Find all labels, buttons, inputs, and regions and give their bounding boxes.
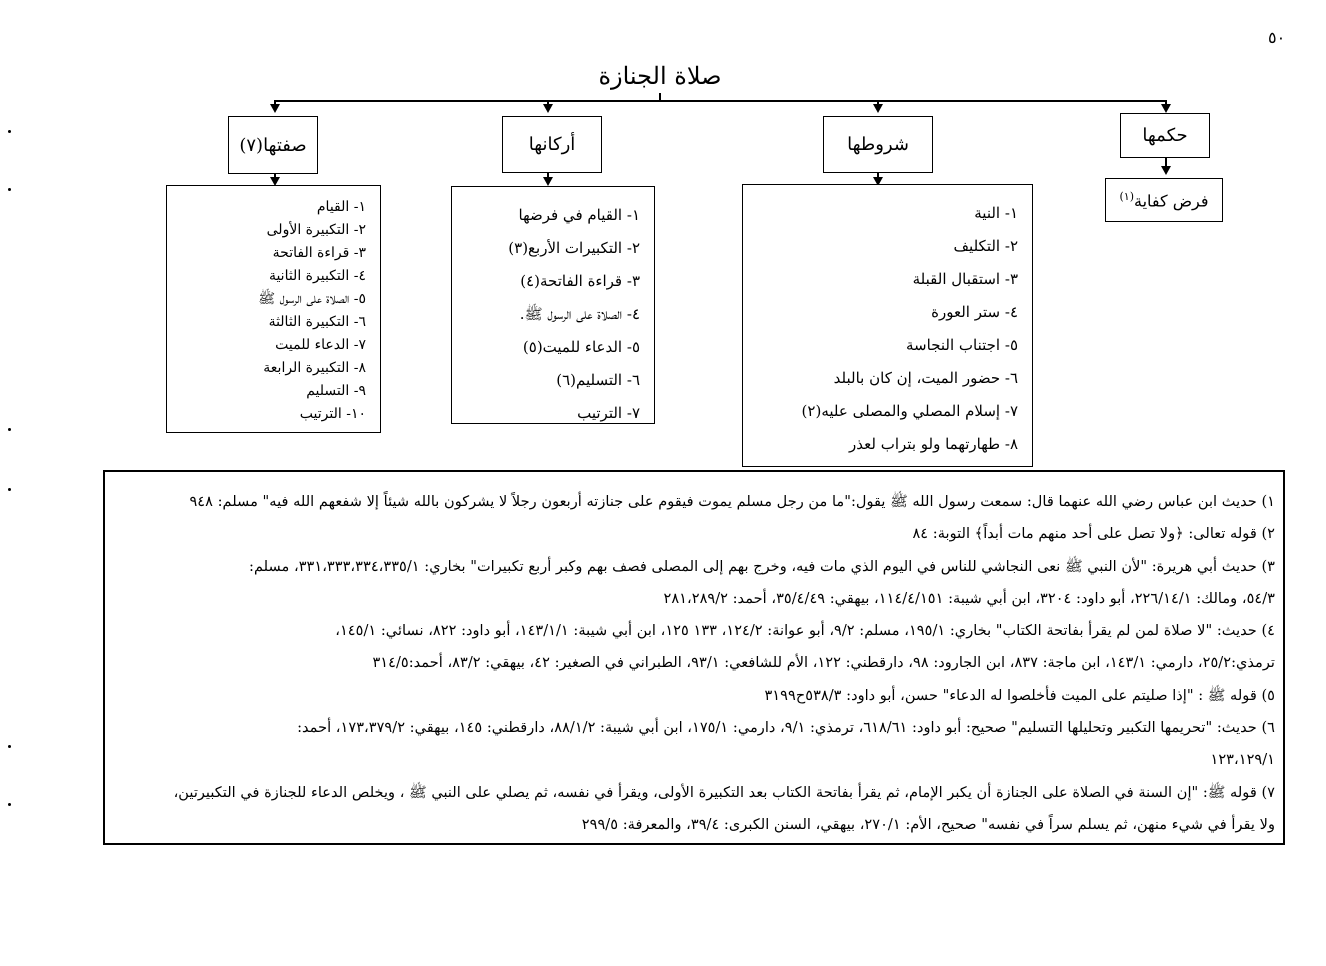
description-heading-box bbox=[228, 116, 318, 174]
margin-dot bbox=[8, 188, 11, 191]
conditions-heading: شروطها bbox=[847, 134, 909, 155]
pillars-heading: أركانها bbox=[528, 134, 576, 155]
ruling-footnote-ref: (١) bbox=[1119, 189, 1134, 203]
list-item: ٤- التكبيرة الثانية bbox=[268, 268, 366, 284]
ruling-value: فرض كفاية$^{(١)}$ bbox=[1119, 189, 1209, 211]
arrow-down-icon bbox=[543, 177, 553, 186]
list-item: ٣- استقبال القبلة bbox=[912, 270, 1018, 288]
list-item: ٦- حضور الميت، إن كان بالبلد bbox=[833, 369, 1018, 387]
margin-dot bbox=[8, 428, 11, 431]
footnote-line: ترمذي:٢٥/٢، دارمي: ١٤٣/١، ابن ماجة: ٨٣٧، ابن الجارود: ٩٨، دارقطني: ١٢٢، الأم للشافعي: ٩٣/١، الطبراني في الصغير: ٤٢، بيهقي: ٨٣/٢، أحمد:٣١٤/٥ bbox=[372, 654, 1275, 672]
list-item: ٧- إسلام المصلي والمصلى عليه(٢) bbox=[801, 402, 1018, 420]
ruling-value-box bbox=[1105, 178, 1223, 222]
footnotes-box bbox=[103, 470, 1285, 845]
footnote-line: ١٢٣،١٢٩/١ bbox=[1210, 751, 1275, 769]
list-item: ٢- التكبيرات الأربع(٣) bbox=[508, 239, 640, 257]
footnote-line: ٣) حديث أبي هريرة: "لأن النبي ﷺ نعى النجاشي للناس في اليوم الذي مات فيه، وخرج بهم إلى المصلى فصف بهم وكبر أربع تكبيرات" بخاري: ٣٣١،٣٣٣،٣٣٤،٣٣٥/١، مسلم: bbox=[249, 557, 1275, 575]
margin-dot bbox=[8, 488, 11, 491]
arrow-down-icon bbox=[543, 104, 553, 113]
ruling-heading: حكمها bbox=[1142, 125, 1188, 146]
margin-dot bbox=[8, 745, 11, 748]
list-item: ٦- التكبيرة الثالثة bbox=[268, 314, 366, 330]
list-item: ٤- ستر العورة bbox=[931, 303, 1018, 321]
list-item: ٥- اجتناب النجاسة bbox=[906, 336, 1018, 354]
list-item: ٦- التسليم(٦) bbox=[556, 371, 640, 389]
footnote-line: ٥) قوله ﷺ : "إذا صليتم على الميت فأخلصوا له الدعاء" حسن، أبو داود: ٥٣٨/٣ح٣١٩٩ bbox=[764, 686, 1275, 704]
conditions-heading-box bbox=[823, 116, 933, 173]
list-item: ٨- التكبيرة الرابعة bbox=[263, 360, 366, 376]
arrow-down-icon bbox=[873, 104, 883, 113]
footnote-line: ٦) حديث: "تحريمها التكبير وتحليلها التسليم" صحيح: أبو داود: ٦١٨/٦١، ترمذي: ٩/١، دارمي: ١٧٥/١، ابن أبي شيبة: ٨٨/١/٢، دارقطني: ١٤٥، بيهقي: ١٧٣،٣٧٩/٢، أحمد: bbox=[297, 719, 1275, 737]
description-list bbox=[167, 196, 366, 426]
list-item: ٤- الصلاة على الرسول ﷺ. bbox=[519, 305, 640, 323]
list-item: ١- النية bbox=[974, 204, 1018, 222]
footnote-line: ٢) قوله تعالى: ﴿ولا تصل على أحد منهم مات أبداً﴾ التوبة: ٨٤ bbox=[912, 525, 1275, 543]
footnote-line: ولا يقرأ في شيء منهن، ثم يسلم سراً في نفسه" صحيح، الأم: ٢٧٠/١، بيهقي، السنن الكبرى: ٣٩/٤، والمعرفة: ٢٩٩/٥ bbox=[581, 815, 1275, 833]
list-item: ٧- الترتيب bbox=[577, 404, 640, 422]
arrow-down-icon bbox=[1161, 104, 1171, 113]
list-item: ٣- قراءة الفاتحة bbox=[272, 245, 366, 261]
pillars-list bbox=[452, 199, 640, 430]
footnote-line: ٥٤/٣، ومالك: ٢٢٦/١٤/١، أبو داود: ٣٢٠٤، ابن أبي شيبة: ١١٤/٤/١٥١، بيهقي: ٣٥/٤/٤٩، أحمد: ٢٨١،٢٨٩/٢ bbox=[663, 589, 1275, 607]
footnote-line: ١) حديث ابن عباس رضي الله عنهما قال: سمعت رسول الله ﷺ يقول:"ما من رجل مسلم يموت فيقوم على جنازته أربعون رجلاً لا يشركون بالله شيئاً إلا شفعهم الله فيه" مسلم: ٩٤٨ bbox=[189, 493, 1275, 510]
footnote-line: ٧) قوله ﷺ: "إن السنة في الصلاة على الجنازة أن يكبر الإمام، ثم يقرأ بفاتحة الكتاب بعد التكبيرة الأولى، ويقرأ في نفسه، ثم يصلي على النبي ﷺ ، ويخلص الدعاء للجنازة في التكبيرتين، bbox=[173, 783, 1275, 801]
list-item: ٨- طهارتهما ولو بتراب لعذر bbox=[849, 435, 1018, 453]
arrow-down-icon bbox=[1161, 166, 1171, 175]
arrow-down-icon bbox=[270, 104, 280, 113]
pillars-heading-box bbox=[502, 116, 602, 173]
list-item: ٧- الدعاء للميت bbox=[275, 337, 366, 353]
diagram-title: صلاة الجنازة bbox=[598, 62, 722, 90]
conditions-list bbox=[743, 197, 1018, 461]
description-list-box bbox=[166, 185, 381, 433]
pillars-list-box bbox=[451, 186, 655, 424]
list-item: ٣- قراءة الفاتحة(٤) bbox=[520, 272, 640, 290]
list-item: ٥- الصلاة على الرسول ﷺ bbox=[258, 291, 366, 307]
list-item: ١٠- الترتيب bbox=[299, 406, 366, 422]
list-item: ١- القيام bbox=[316, 199, 366, 215]
page-number: ٥٠ bbox=[1268, 28, 1286, 47]
list-item: ٢- التكبيرة الأولى bbox=[266, 222, 366, 238]
top-horizontal-connector bbox=[274, 100, 1167, 102]
list-item: ١- القيام في فرضها bbox=[518, 206, 640, 224]
ruling-heading-box bbox=[1120, 113, 1210, 158]
list-item: ٩- التسليم bbox=[306, 383, 366, 399]
list-item: ٥- الدعاء للميت(٥) bbox=[522, 338, 640, 356]
margin-dot bbox=[8, 130, 11, 133]
list-item: ٢- التكليف bbox=[953, 237, 1018, 255]
description-heading: صفتها(٧) bbox=[239, 134, 307, 156]
footnote-line: ٤) حديث: "لا صلاة لمن لم يقرأ بفاتحة الكتاب" بخاري: ١٩٥/١، مسلم: ٩/٢، أبو عوانة: ١٢٤/٢، ١٣٣ ١٢٥، ابن أبي شيبة: ١٤٣/١/١، أبو داود: ٨٢٢، نسائي: ١٤٥/١، bbox=[335, 622, 1275, 640]
conditions-list-box bbox=[742, 184, 1033, 467]
margin-dot bbox=[8, 803, 11, 806]
